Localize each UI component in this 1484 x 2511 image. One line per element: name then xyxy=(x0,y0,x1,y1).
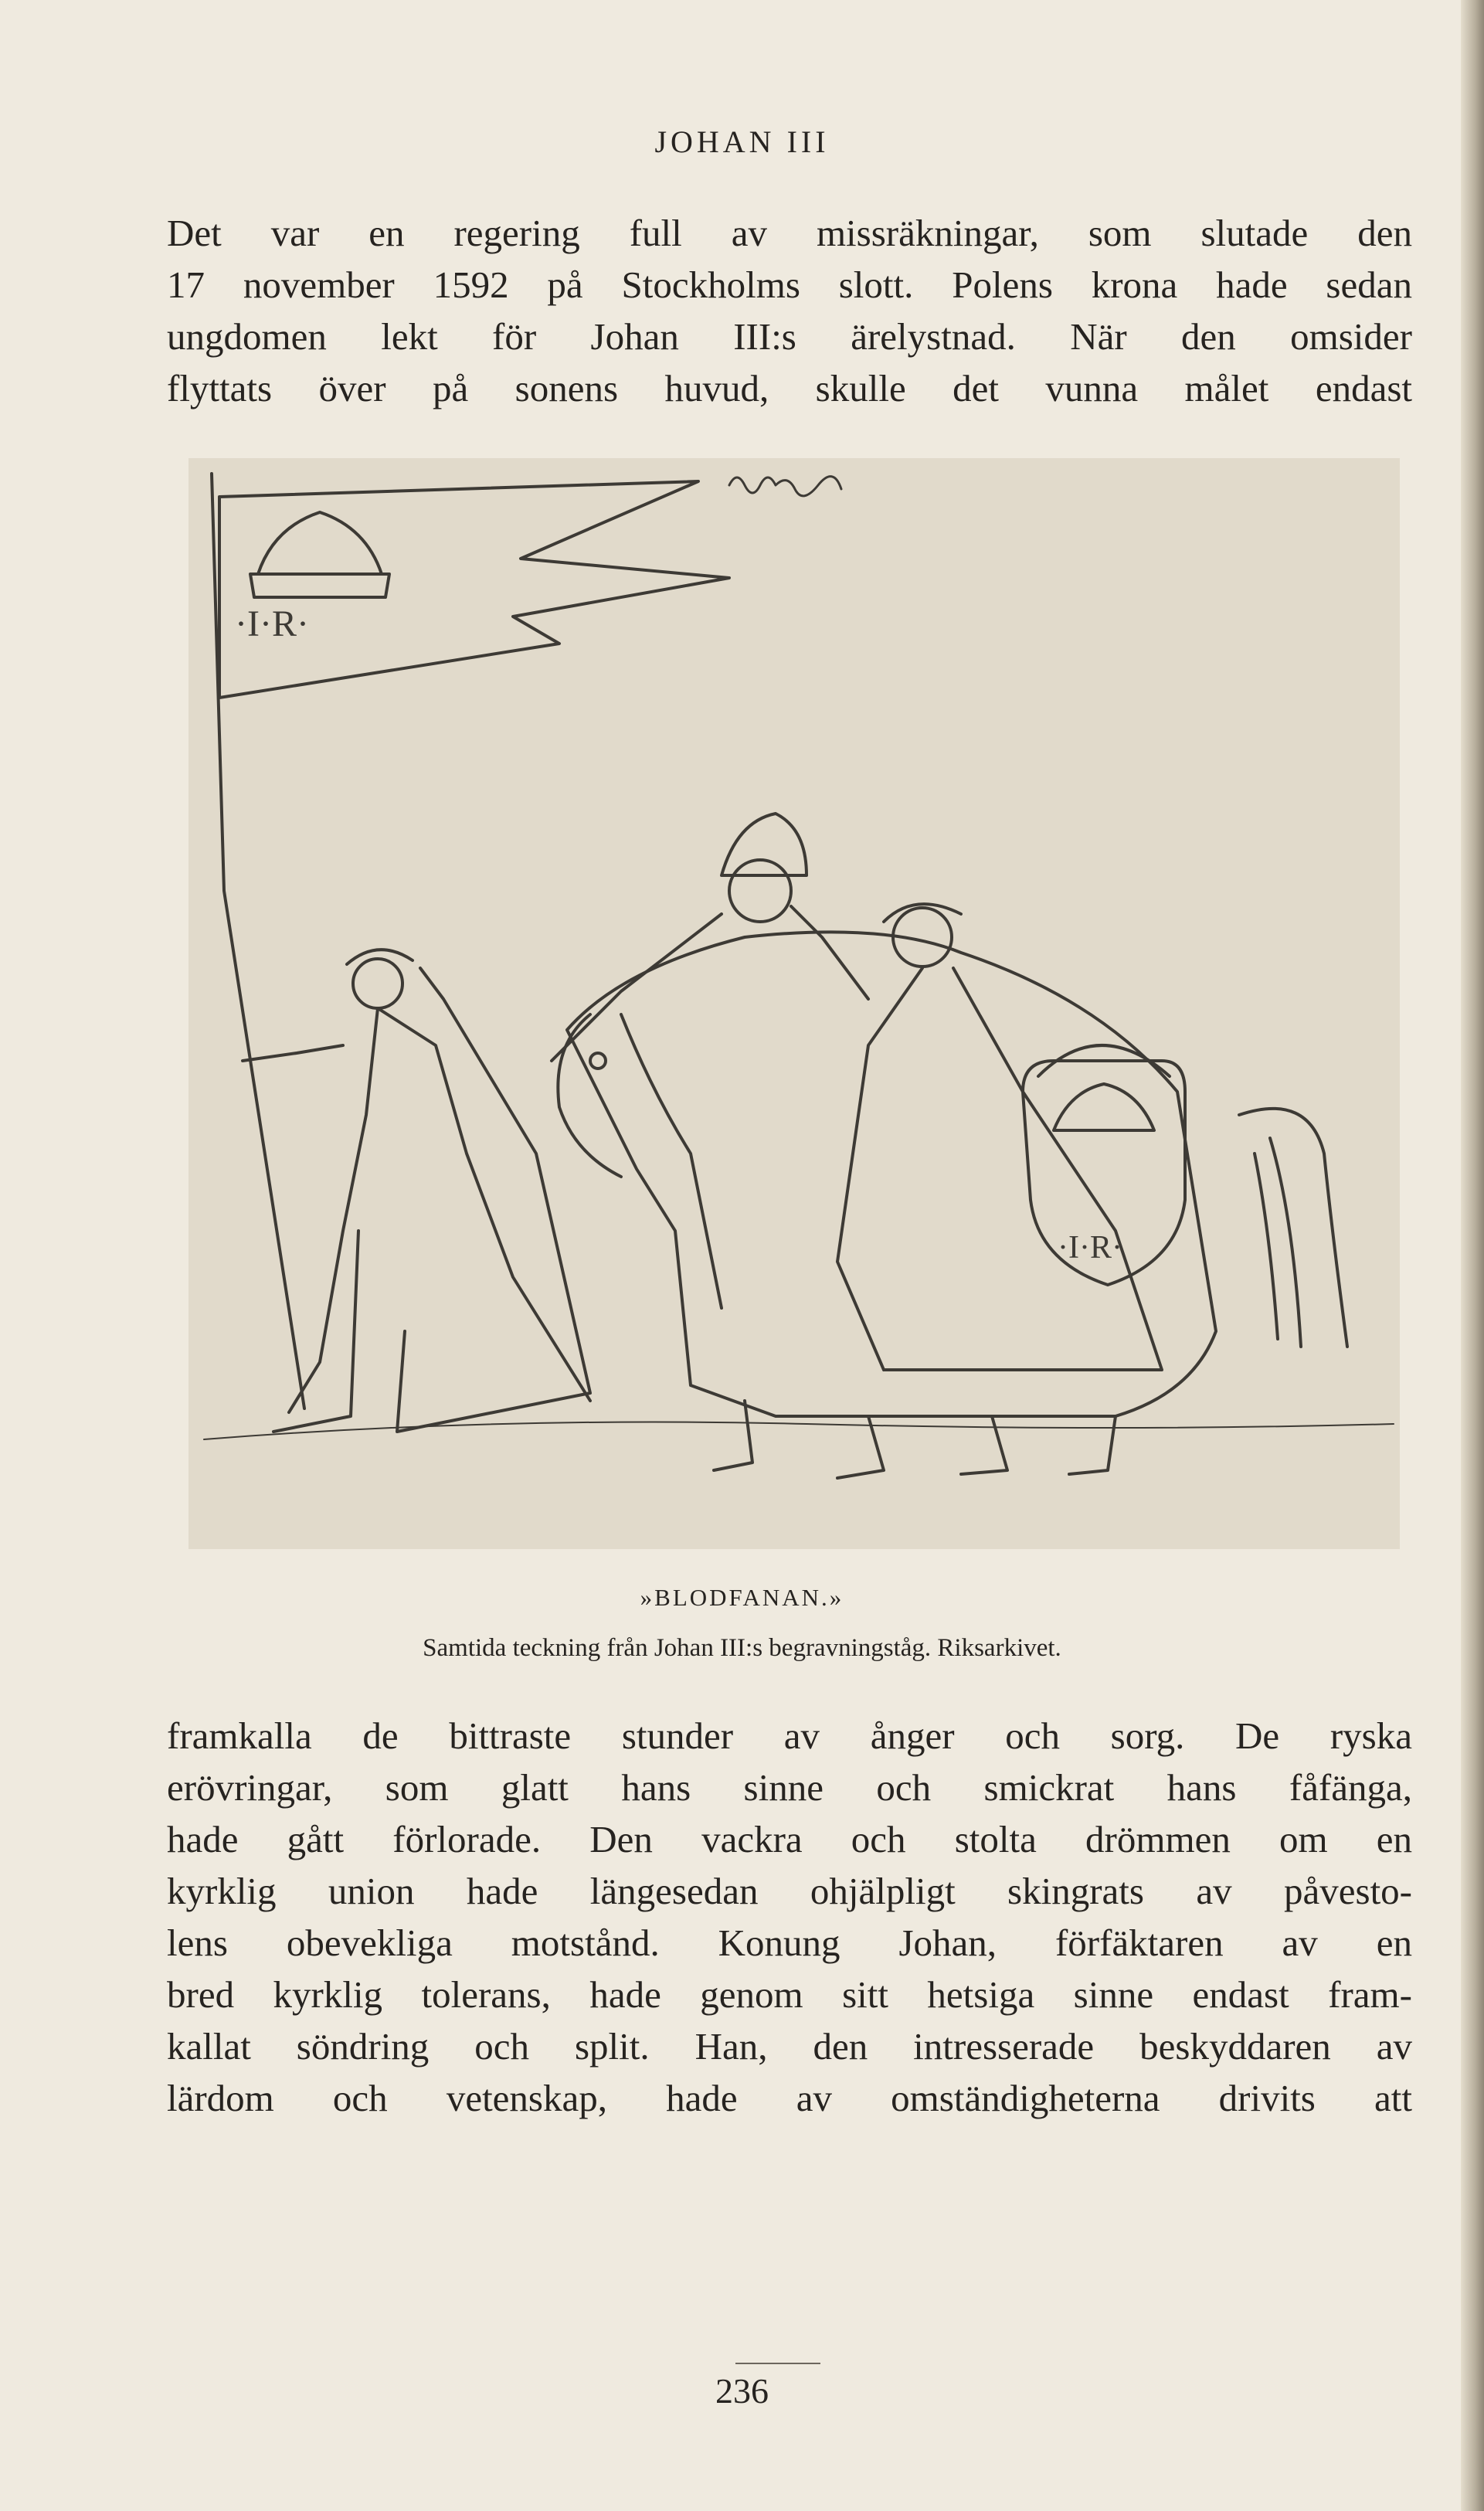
text-line: kallat söndring och split. Han, den intresserade beskyddaren av xyxy=(167,2025,1412,2068)
text-line: 17 november 1592 på Stockholms slott. Polens krona hade sedan xyxy=(167,263,1412,306)
paragraph-bottom xyxy=(167,1710,1412,2124)
caption-title: »BLODFANAN.» xyxy=(640,1584,844,1611)
text-line: kyrklig union hade längesedan ohjälpligt skingrats av påvesto- xyxy=(167,1870,1412,1912)
shield-initials: ·I·R· xyxy=(1058,1230,1122,1266)
page-number: 236 xyxy=(715,2371,769,2411)
page-gutter-shadow xyxy=(1461,0,1484,2511)
text-line: ungdomen lekt för Johan III:s ärelystnad. När den omsider xyxy=(167,315,1412,358)
paragraph-top xyxy=(167,207,1412,414)
text-line: bred kyrklig tolerans, hade genom sitt hetsiga sinne endast fram- xyxy=(167,1973,1412,2016)
flag-initials: ·I·R· xyxy=(235,603,309,644)
funeral-procession-drawing xyxy=(188,458,1400,1549)
page-number-rule xyxy=(735,2363,820,2364)
text-line: hade gått förlorade. Den vackra och stolta drömmen om en xyxy=(167,1818,1412,1860)
caption-source: Samtida teckning från Johan III:s begravningståg. Riksarkivet. xyxy=(423,1634,1061,1662)
text-line: lens obevekliga motstånd. Konung Johan, förfäktaren av en xyxy=(167,1921,1412,1964)
text-line: framkalla de bittraste stunder av ånger och sorg. De ryska xyxy=(167,1714,1412,1757)
running-header: JOHAN III xyxy=(654,124,830,159)
text-line: Det var en regering full av missräkningar, som slutade den xyxy=(167,212,1412,254)
text-line: lärdom och vetenskap, hade av omständigheterna drivits att xyxy=(167,2077,1412,2119)
text-line: erövringar, som glatt hans sinne och smickrat hans fåfänga, xyxy=(167,1766,1412,1809)
text-line: flyttats över på sonens huvud, skulle det vunna målet endast xyxy=(167,367,1412,409)
illustration-blodfanan xyxy=(188,458,1400,1549)
